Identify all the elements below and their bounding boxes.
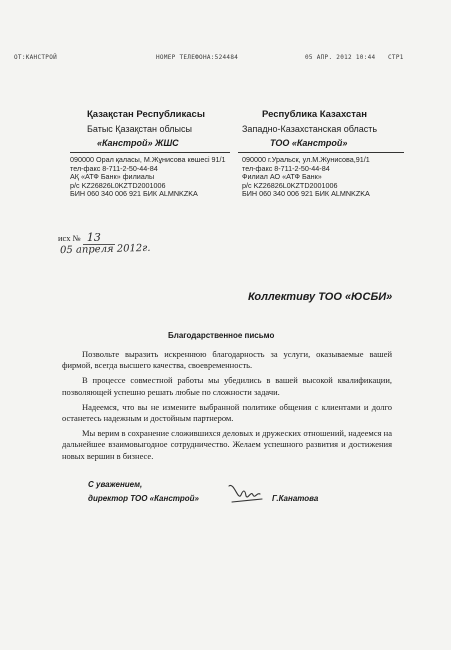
fax-sender: ОТ:КАНСТРОЙ <box>14 54 58 61</box>
right-address-line: 090000 г.Уральск, ул.М.Жунисова,91/1 <box>242 155 370 164</box>
paragraph: В процессе совместной работы мы убедились в вашей высокой квалификации, позволяющей успешно решать любые по сложности задачи. <box>62 375 392 397</box>
left-address-line: АҚ «АТФ Банк» филиалы <box>70 172 155 182</box>
right-address-line: Филиал АО «АТФ Банк» <box>242 172 322 182</box>
left-header-rule <box>70 152 230 153</box>
left-header-region: Батыс Қазақстан облысы <box>87 124 192 134</box>
paragraph: Позвольте выразить искреннюю благодарность за услуги, оказываемые вашей фирмой, всегда высшего качества, своевременность. <box>62 349 392 371</box>
right-address-block <box>242 156 370 199</box>
recipient: Коллективу ТОО «ЮСБИ» <box>248 291 393 303</box>
fax-phone: НОМЕР ТЕЛЕФОНА:524484 <box>156 54 239 61</box>
left-address-block <box>70 156 226 199</box>
right-header-company: ТОО «Канстрой» <box>270 138 348 148</box>
right-address-line: тел-факс 8-711-2-50-44-84 <box>242 163 330 173</box>
left-address-line: р/с KZ26826L0KZTD2001006 <box>70 180 166 190</box>
left-address-line: БИН 060 340 006 921 БИК ALMNKZKA <box>70 189 198 199</box>
signer-name: Г.Канатова <box>272 494 319 503</box>
paragraph: Надеемся, что вы не измените выбранной политике общения с клиентами и долго останетесь надежным и достойным партнером. <box>62 401 392 424</box>
letter-body <box>62 349 392 462</box>
closing-position: директор ТОО «Канстрой» <box>88 494 199 503</box>
paragraph: Мы верим в сохранение сложившихся деловых и дружеских отношений, надеемся на дальнейшее взаимовыгодное сотрудничество. Желаем успешного развития и достижения новых вершин в бизнесе. <box>62 428 392 461</box>
right-address-line: р/с KZ26826L0KZTD2001006 <box>242 180 338 190</box>
left-header-country: Қазақстан Республикасы <box>87 109 205 120</box>
right-header-rule <box>238 152 404 153</box>
left-address-line: тел-факс 8-711-2-50-44-84 <box>70 163 158 173</box>
left-header-company: «Канстрой» ЖШС <box>97 138 179 148</box>
right-address-line: БИН 060 340 006 921 БИК ALMNKZKA <box>242 189 370 199</box>
fax-page: СТР1 <box>388 54 404 61</box>
outgoing-ref-number: 13 <box>83 231 115 245</box>
left-address-line: 090000 Орал қаласы, М.Жұнисова көшесі 91/1 <box>70 155 226 164</box>
right-header-country: Республика Казахстан <box>262 109 367 120</box>
letter-date: 05 апреля 2012г. <box>59 242 151 257</box>
outgoing-ref-prefix: исх № <box>58 233 81 243</box>
fax-datetime: 05 АПР. 2012 10:44 <box>305 54 376 61</box>
closing-regards: С уважением, <box>88 480 143 489</box>
signature <box>226 481 266 505</box>
outgoing-ref <box>58 231 115 244</box>
letter-subject: Благодарственное письмо <box>168 331 275 340</box>
right-header-region: Западно-Казахстанская область <box>242 124 378 134</box>
